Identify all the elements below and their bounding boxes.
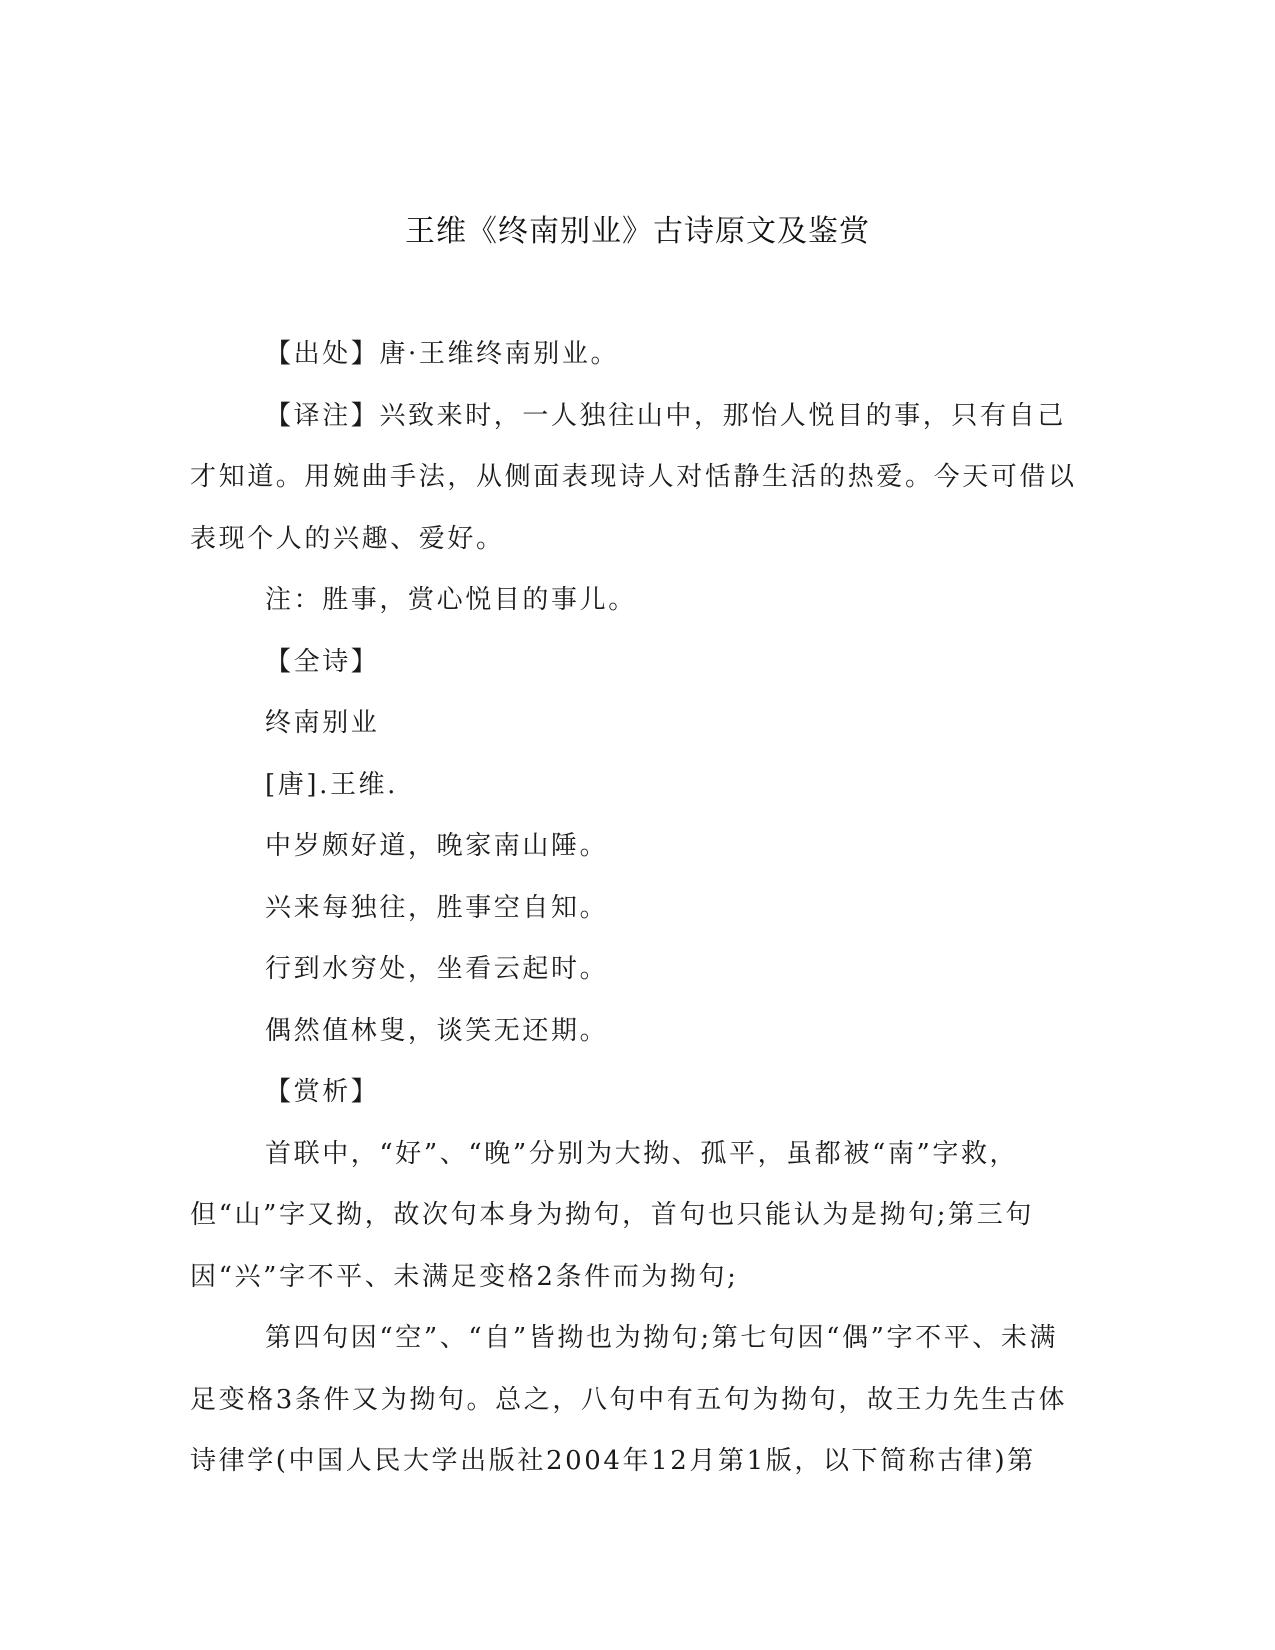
poem-author: [唐].王维.: [265, 769, 399, 800]
document-title: 王维《终南别业》古诗原文及鉴赏: [405, 214, 870, 249]
paragraph-full-poem-heading: 【全诗】: [265, 646, 380, 677]
paragraph-appreciation: 第四句因“空”、“自”皆拗也为拗句;第七句因“偶”字不平、未满足变格3条件又为拗句。总之，八句中有五句为拗句，故王力先生古体诗律学(中国人民大学出版社2004年12月第1版，以下简称古律)第: [190, 1323, 1068, 1476]
paragraph-note: 注：胜事，赏心悦目的事儿。: [265, 585, 637, 615]
paragraph-source: 【出处】唐·王维终南别业。: [265, 339, 620, 369]
document-body: [190, 324, 1085, 1493]
poem-line: 行到水穷处，坐看云起时。: [265, 954, 609, 984]
paragraph-annotation: 【译注】兴致来时，一人独往山中，那怡人悦目的事，只有自己才知道。用婉曲手法，从侧面表现诗人对恬静生活的热爱。今天可借以表现个人的兴趣、爱好。: [190, 400, 1077, 554]
poem-line: 中岁颇好道，晚家南山陲。: [265, 831, 609, 861]
poem-title: 终南别业: [265, 708, 380, 738]
paragraph-appreciation: 首联中，“好”、“晚”分别为大拗、孤平，虽都被“南”字救，但“山”字又拗，故次句本身为拗句，首句也只能认为是拗句;第三句因“兴”字不平、未满足变格2条件而为拗句;: [190, 1138, 1034, 1292]
paragraph-appreciation-heading: 【赏析】: [265, 1077, 380, 1107]
poem-line: 偶然值林叟，谈笑无还期。: [265, 1015, 609, 1046]
poem-line: 兴来每独往，胜事空自知。: [265, 892, 609, 923]
